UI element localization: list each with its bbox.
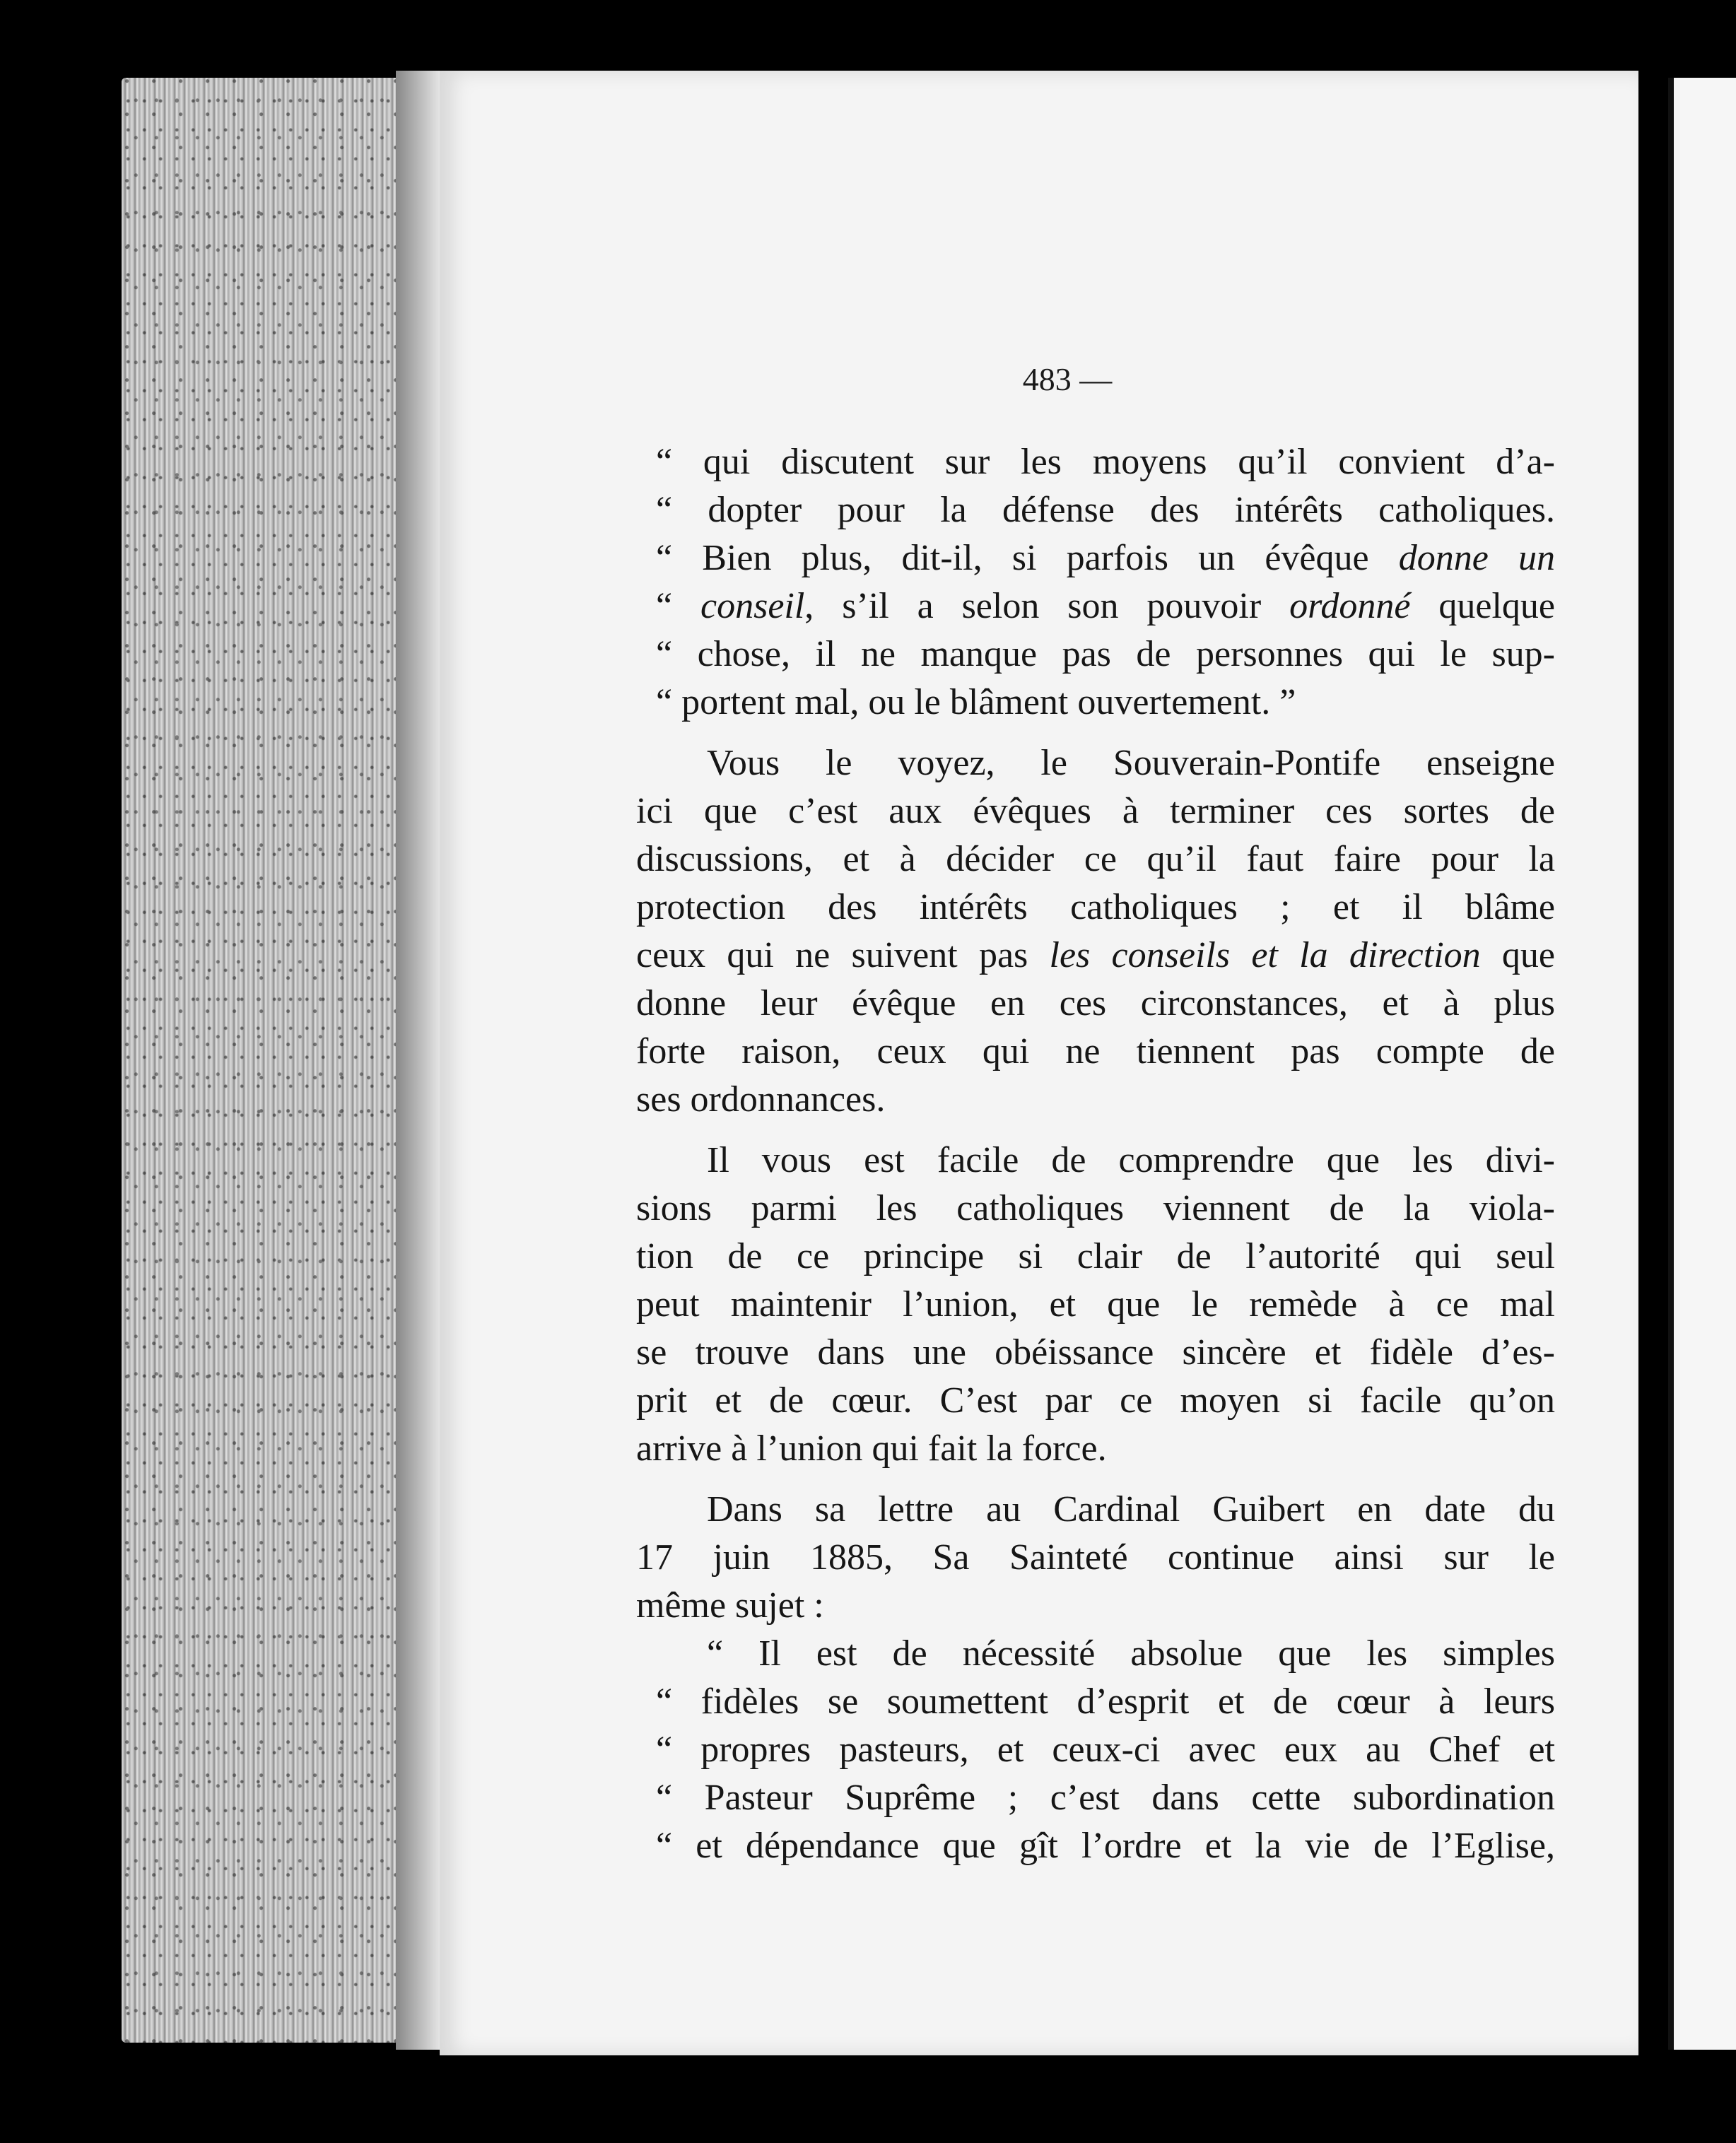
text-line: ses ordonnances.: [636, 1079, 886, 1120]
text-line: arrive à l’union qui fait la force.: [636, 1428, 1107, 1469]
text-line: protection des intérêts catholiques ; et il blâme: [636, 887, 1555, 927]
book-page-edges: [122, 78, 440, 2043]
book-page: [440, 71, 1638, 2055]
text-line: prit et de cœur. C’est par ce moyen si facile qu’on: [636, 1380, 1555, 1421]
italic-text: les conseils et la direction: [1049, 935, 1481, 975]
text-line: “ Pasteur Suprême ; c’est dans cette subordination: [656, 1778, 1555, 1818]
text-line: “ portent mal, ou le blâment ouvertement. ”: [656, 682, 1296, 722]
text-segment: , s’il a selon son pouvoir: [804, 586, 1290, 626]
text-line: “ propres pasteurs, et ceux-ci avec eux au Chef et: [656, 1730, 1555, 1770]
text-segment: que: [1480, 935, 1555, 975]
text-segment: “: [656, 586, 700, 626]
text-line: [636, 534, 1555, 582]
text-line: sions parmi les catholiques viennent de la viola-: [636, 1188, 1555, 1228]
italic-text: conseil: [700, 586, 805, 626]
text-line: même sujet :: [636, 1585, 824, 1626]
text-segment: quelque: [1410, 586, 1555, 626]
text-line: “ dopter pour la défense des intérêts catholiques.: [656, 490, 1555, 530]
text-line: [636, 582, 1555, 630]
text-line: “ fidèles se soumettent d’esprit et de cœur à leurs: [656, 1681, 1555, 1722]
text-line: forte raison, ceux qui ne tiennent pas compte de: [636, 1031, 1555, 1072]
text-line: “ Il est de nécessité absolue que les simples: [707, 1633, 1555, 1674]
next-page-edge: [1668, 78, 1736, 2050]
text-segment: ceux qui ne suivent pas: [636, 935, 1050, 975]
text-line: ici que c’est aux évêques à terminer ces sortes de: [636, 791, 1555, 831]
text-line: Dans sa lettre au Cardinal Guibert en date du: [707, 1489, 1555, 1530]
text-line: 17 juin 1885, Sa Sainteté continue ainsi sur le: [636, 1537, 1555, 1578]
text-line: Vous le voyez, le Souverain-Pontife enseigne: [707, 743, 1555, 783]
italic-text: ordonné: [1289, 586, 1411, 626]
text-line: “ chose, il ne manque pas de personnes qui le sup-: [656, 634, 1555, 674]
gutter-shadow: [396, 71, 445, 2050]
text-line: se trouve dans une obéissance sincère et fidèle d’es-: [636, 1332, 1555, 1373]
text-line: discussions, et à décider ce qu’il faut faire pour la: [636, 839, 1555, 879]
page-number: 483 —: [1022, 361, 1113, 397]
text-line: “ qui discutent sur les moyens qu’il convient d’a-: [656, 442, 1555, 482]
text-segment: “ Bien plus, dit-il, si parfois un évêque: [656, 538, 1399, 578]
page-text: [636, 438, 1555, 1870]
text-line: donne leur évêque en ces circonstances, et à plus: [636, 983, 1555, 1023]
text-line: tion de ce principe si clair de l’autorité qui seul: [636, 1236, 1555, 1276]
text-line: [636, 932, 1555, 980]
text-line: “ et dépendance que gît l’ordre et la vie de l’Eglise,: [656, 1826, 1555, 1866]
text-line: Il vous est facile de comprendre que les divi-: [707, 1140, 1555, 1180]
text-line: peut maintenir l’union, et que le remède à ce mal: [636, 1284, 1555, 1325]
page-edge-speckle: [122, 78, 440, 2043]
italic-text: donne un: [1398, 538, 1555, 578]
